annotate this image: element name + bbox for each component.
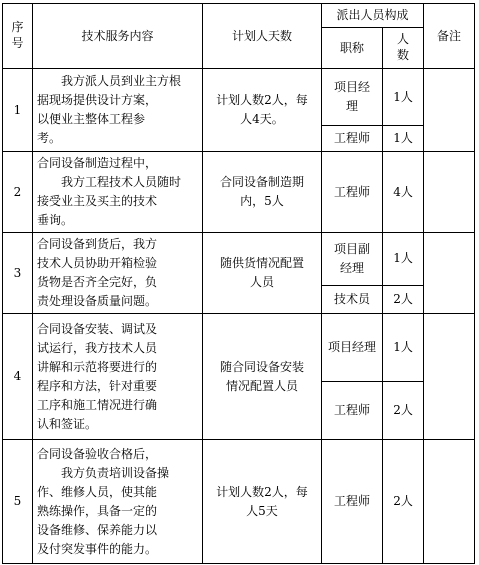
row-1-plan: 计划人数2人，每 人4天。 <box>203 69 322 152</box>
row-4-seq: 4 <box>3 314 33 440</box>
header-people: 人数 <box>383 28 424 69</box>
row-3-desc: 合同设备到货后，我方 技术人员协助开箱检验 货物是否齐全完好，负 责处理设备质量问题。 <box>33 233 203 314</box>
row-5-desc: 合同设备验收合格后， 我方负责培训设备操 作、维修人员，使其能 熟练操作，具备一定的 设备维修、保养能力以 及付突发事件的能力。 <box>33 440 203 564</box>
row-2-remark <box>424 152 475 233</box>
header-content: 技术服务内容 <box>33 4 203 69</box>
row-3-plan: 随供货情况配置 人员 <box>203 233 322 314</box>
header-plan: 计划人天数 <box>203 4 322 69</box>
header-seq: 序号 <box>3 4 33 69</box>
row-4-count-2: 2人 <box>383 382 424 440</box>
row-3-title-2: 技术员 <box>322 285 383 313</box>
row-1-desc: 我方派人员到业主方根 据现场提供设计方案， 以便业主整体工程参 考。 <box>33 69 203 152</box>
row-2-count-1: 4人 <box>383 152 424 233</box>
row-1-title-1: 项目经 理 <box>322 69 383 126</box>
row-2-title-1: 工程师 <box>322 152 383 233</box>
row-3-remark <box>424 233 475 314</box>
row-1-remark <box>424 69 475 152</box>
header-dispatch: 派出人员构成 <box>322 4 424 28</box>
service-table <box>2 3 475 564</box>
row-4-count-1: 1人 <box>383 314 424 382</box>
row-2-desc: 合同设备制造过程中， 我方工程技术人员随时 接受业主及买主的技术 垂询。 <box>33 152 203 233</box>
row-5-count-1: 2人 <box>383 440 424 564</box>
row-4-title-1: 项目经理 <box>322 314 383 382</box>
row-1-seq: 1 <box>3 69 33 152</box>
row-4-title-2: 工程师 <box>322 382 383 440</box>
row-5-seq: 5 <box>3 440 33 564</box>
row-4-plan: 随合同设备安装 情况配置人员 <box>203 314 322 440</box>
row-2-seq: 2 <box>3 152 33 233</box>
row-4-remark <box>424 314 475 440</box>
row-3-count-1: 1人 <box>383 233 424 286</box>
row-1-count-2: 1人 <box>383 126 424 152</box>
row-5-title-1: 工程师 <box>322 440 383 564</box>
row-3-seq: 3 <box>3 233 33 314</box>
row-3-count-2: 2人 <box>383 285 424 313</box>
header-remark: 备注 <box>424 4 475 69</box>
row-2-plan: 合同设备制造期 内，5人 <box>203 152 322 233</box>
row-5-remark <box>424 440 475 564</box>
row-5-plan: 计划人数2人，每 人5天 <box>203 440 322 564</box>
row-1-title-2: 工程师 <box>322 126 383 152</box>
row-1-count-1: 1人 <box>383 69 424 126</box>
row-3-title-1: 项目副 经理 <box>322 233 383 286</box>
header-title: 职称 <box>322 28 383 69</box>
row-4-desc: 合同设备安装、调试及 试运行，我方技术人员 讲解和示范将要进行的 程序和方法，针对重要 工序和施工情况进行确 认和签证。 <box>33 314 203 440</box>
